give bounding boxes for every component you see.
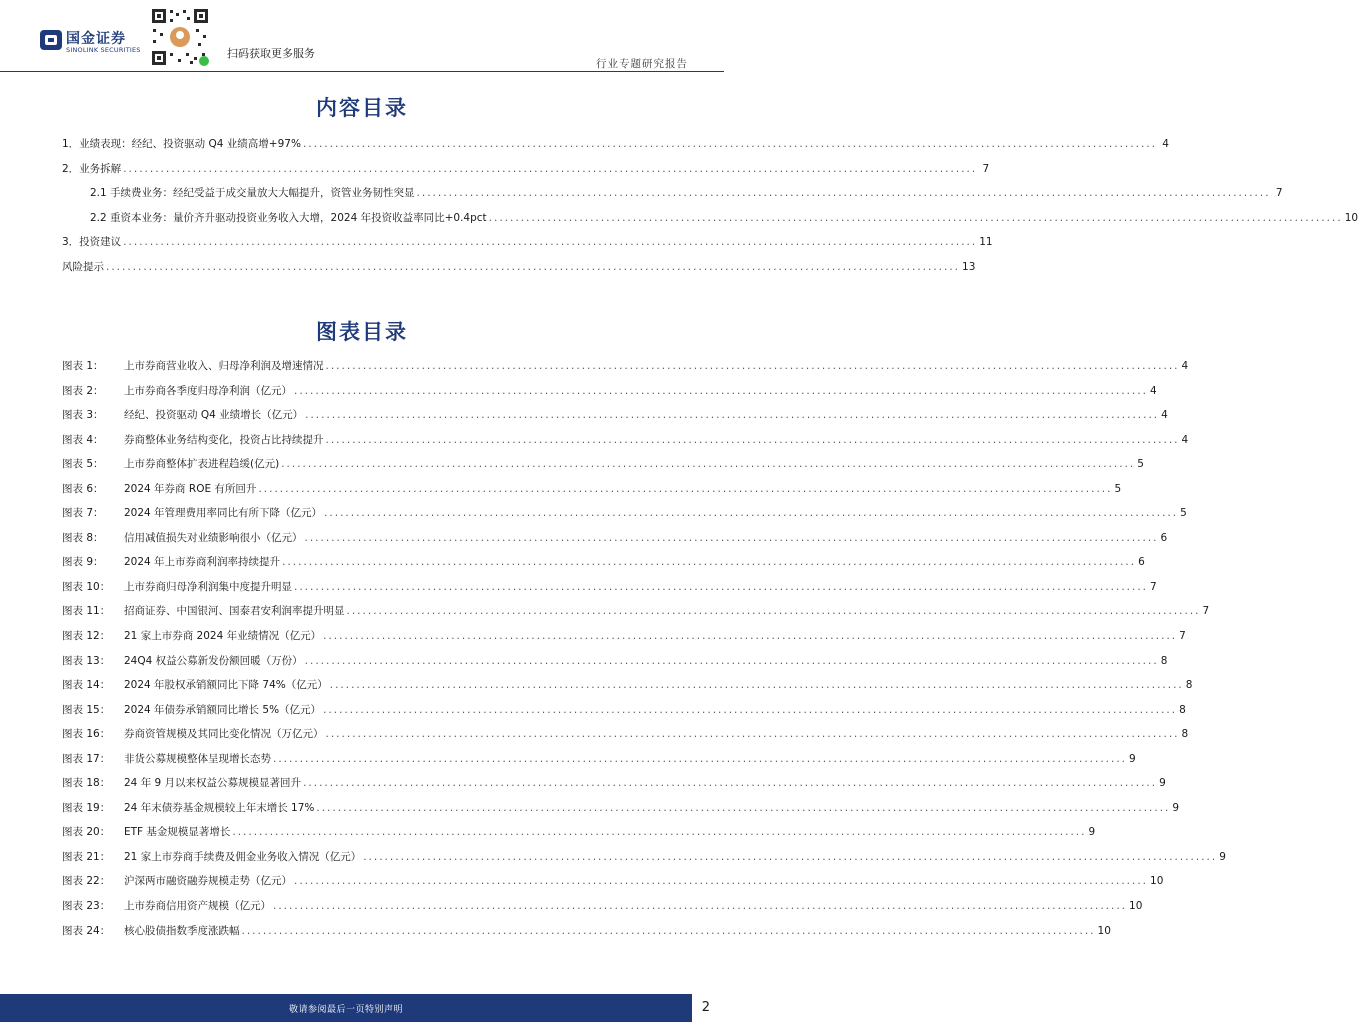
figure-item[interactable] — [62, 383, 1157, 408]
figure-page: 8 — [1160, 654, 1168, 667]
figures-title: 图表目录 — [316, 320, 408, 344]
leader-dots: ................................................................................................................................................................ — [325, 360, 1180, 372]
leader-dots: ................................................................................................................................................................ — [258, 482, 1113, 495]
figure-page: 9 — [1172, 801, 1180, 814]
figure-item[interactable] — [62, 456, 1144, 481]
figure-number: 图表 11： — [62, 605, 111, 618]
figure-label: 24Q4 权益公募新发份额回暖（万份） — [124, 654, 303, 667]
toc-subitem[interactable] — [62, 210, 1358, 235]
figure-page: 8 — [1179, 703, 1186, 716]
figure-number: 图表 12： — [62, 630, 111, 643]
figure-item[interactable] — [62, 923, 1111, 948]
figure-label: 上市券商营业收入、归母净利润及增速情况 — [124, 360, 324, 372]
figure-label: 非货公募规模整体呈现增长态势 — [124, 752, 271, 765]
toc-item-page: 4 — [1162, 138, 1169, 150]
figure-item[interactable] — [62, 751, 1136, 776]
logo-text-cn: 国金证券 — [66, 31, 126, 47]
figure-label: 2024 年上市券商利润率持续提升 — [124, 556, 281, 569]
figure-number: 图表 16： — [62, 728, 111, 741]
toc-item[interactable] — [62, 259, 976, 284]
figure-number: 图表 10： — [62, 580, 111, 593]
figure-label: 上市券商信用资产规模（亿元） — [124, 900, 271, 913]
figure-page: 7 — [1202, 605, 1210, 618]
figure-label: 2024 年股权承销额同比下降 74%（亿元） — [124, 679, 328, 692]
figure-number: 图表 2： — [62, 384, 104, 397]
figure-page: 9 — [1088, 826, 1096, 839]
leader-dots: ................................................................................................................................................................ — [316, 801, 1171, 814]
figure-page: 5 — [1114, 482, 1122, 495]
qr-caption: 扫码获取更多服务 — [227, 47, 315, 60]
figure-item[interactable] — [62, 432, 1189, 457]
leader-dots: ................................................................................................................................................................ — [346, 605, 1201, 618]
leader-dots: ................................................................................................................................................................ — [323, 703, 1178, 716]
figure-item[interactable] — [62, 726, 1189, 751]
figure-number: 图表 23： — [62, 900, 111, 913]
figure-page: 10 — [1097, 924, 1111, 937]
toc-item[interactable] — [62, 234, 993, 259]
figure-item[interactable] — [62, 702, 1186, 727]
figure-page: 8 — [1181, 728, 1189, 741]
leader-dots: ................................................................................................................................................................ — [123, 236, 978, 249]
leader-dots: ................................................................................................................................................................ — [106, 260, 961, 273]
figure-number: 图表 20： — [62, 826, 111, 839]
figure-item[interactable] — [62, 530, 1168, 555]
leader-dots: ................................................................................................................................................................ — [281, 458, 1136, 471]
figure-item[interactable] — [62, 505, 1187, 530]
figure-label: 信用减值损失对业绩影响很小（亿元） — [124, 531, 303, 544]
toc-item-page: 11 — [979, 236, 993, 249]
figure-number: 图表 1： — [62, 360, 104, 372]
figure-item[interactable] — [62, 358, 1189, 383]
figure-number: 图表 5： — [62, 458, 104, 471]
figure-label: 招商证券、中国银河、国泰君安利润率提升明显 — [124, 605, 345, 618]
figure-number: 图表 4： — [62, 433, 104, 446]
figure-item[interactable] — [62, 653, 1168, 678]
figure-page: 5 — [1180, 507, 1187, 520]
figure-number: 图表 18： — [62, 777, 111, 790]
leader-dots: ................................................................................................................................................................ — [325, 433, 1180, 446]
figure-number: 图表 22： — [62, 875, 111, 888]
header-divider — [0, 71, 724, 72]
figure-label: 上市券商归母净利润集中度提升明显 — [124, 580, 292, 593]
figure-label: 券商整体业务结构变化，投资占比持续提升 — [124, 433, 324, 446]
leader-dots: ................................................................................................................................................................ — [488, 211, 1343, 224]
toc-item-page: 7 — [1275, 187, 1283, 200]
figure-number: 图表 21： — [62, 850, 111, 863]
figure-item[interactable] — [62, 481, 1122, 506]
page-footer — [0, 994, 724, 1024]
leader-dots: ................................................................................................................................................................ — [282, 556, 1137, 569]
figure-page: 10 — [1150, 875, 1164, 888]
toc-item-page: 7 — [982, 162, 990, 175]
page-header — [0, 0, 724, 72]
figure-label: 2024 年管理费用率同比有所下降（亿元） — [124, 507, 323, 520]
figure-number: 图表 7： — [62, 507, 104, 520]
figure-number: 图表 3： — [62, 409, 104, 422]
leader-dots: ................................................................................................................................................................ — [363, 850, 1218, 863]
toc-item[interactable] — [62, 136, 1169, 161]
toc-item-label: 3．投资建议 — [62, 236, 122, 249]
figure-label: 核心股债指数季度涨跌幅 — [124, 924, 240, 937]
figure-label: 21 家上市券商手续费及佣金业务收入情况（亿元） — [124, 850, 362, 863]
leader-dots: ................................................................................................................................................................ — [324, 507, 1179, 520]
figure-item[interactable] — [62, 824, 1096, 849]
figure-item[interactable] — [62, 849, 1226, 874]
figure-label: 券商资管规模及其同比变化情况（万亿元） — [124, 728, 324, 741]
figure-page: 4 — [1181, 433, 1189, 446]
figure-item[interactable] — [62, 800, 1180, 825]
figure-page: 10 — [1129, 900, 1143, 913]
figure-label: 经纪、投资驱动 Q4 业绩增长（亿元） — [124, 409, 304, 422]
figure-number: 图表 17： — [62, 752, 111, 765]
figure-number: 图表 19： — [62, 801, 111, 814]
figure-item[interactable] — [62, 628, 1186, 653]
leader-dots: ................................................................................................................................................................ — [325, 728, 1180, 741]
leader-dots: ................................................................................................................................................................ — [123, 162, 978, 175]
figure-item[interactable] — [62, 554, 1145, 579]
leader-dots: ................................................................................................................................................................ — [294, 875, 1149, 888]
figure-item[interactable] — [62, 579, 1157, 604]
leader-dots: ................................................................................................................................................................ — [294, 384, 1149, 397]
figure-item[interactable] — [62, 775, 1166, 800]
toc-item[interactable] — [62, 161, 990, 186]
leader-dots: ................................................................................................................................................................ — [304, 654, 1159, 667]
figure-label: 上市券商各季度归母净利润（亿元） — [124, 384, 292, 397]
figure-number: 图表 14： — [62, 679, 111, 692]
figure-label: ETF 基金规模显著增长 — [124, 826, 231, 839]
figure-label: 沪深两市融资融券规模走势（亿元） — [124, 875, 292, 888]
leader-dots: ................................................................................................................................................................ — [273, 752, 1128, 765]
figure-label: 2024 年券商 ROE 有所回升 — [124, 482, 257, 495]
leader-dots: ................................................................................................................................................................ — [305, 409, 1160, 422]
toc-list — [62, 136, 1358, 284]
figure-item[interactable] — [62, 407, 1168, 432]
figure-number: 图表 9： — [62, 556, 104, 569]
figure-page: 7 — [1179, 630, 1186, 643]
figure-page: 4 — [1161, 409, 1168, 422]
toc-item-label: 2.1 手续费业务：经纪受益于成交量放大大幅提升，资管业务韧性突显 — [90, 187, 415, 200]
figure-number: 图表 8： — [62, 531, 104, 544]
figure-number: 图表 6： — [62, 482, 104, 495]
figure-number: 图表 24： — [62, 924, 111, 937]
toc-item-page: 13 — [962, 260, 976, 273]
sinolink-logo-icon — [40, 30, 62, 50]
leader-dots: ................................................................................................................................................................ — [304, 531, 1159, 544]
leader-dots: ................................................................................................................................................................ — [241, 924, 1096, 937]
figure-number: 图表 13： — [62, 654, 111, 667]
toc-item-label: 2．业务拆解 — [62, 162, 122, 175]
figure-label: 21 家上市券商 2024 年业绩情况（亿元） — [124, 630, 322, 643]
figure-list — [62, 358, 1226, 947]
figure-number: 图表 15： — [62, 703, 111, 716]
figure-page: 6 — [1138, 556, 1145, 569]
report-type-label: 行业专题研究报告 — [596, 58, 688, 70]
leader-dots: ................................................................................................................................................................ — [302, 138, 1157, 150]
leader-dots: ................................................................................................................................................................ — [329, 679, 1184, 692]
toc-item-label: 1．业绩表现：经纪、投资驱动 Q4 业绩高增+97% — [62, 138, 301, 150]
figure-label: 24 年末债券基金规模较上年末增长 17% — [124, 801, 315, 814]
figure-item[interactable] — [62, 898, 1143, 923]
leader-dots: ................................................................................................................................................................ — [294, 580, 1149, 593]
toc-item-label: 风险提示 — [62, 260, 104, 273]
figure-page: 6 — [1160, 531, 1168, 544]
figure-page: 5 — [1137, 458, 1144, 471]
toc-title: 内容目录 — [316, 96, 408, 120]
figure-page: 7 — [1150, 580, 1157, 593]
footer-disclaimer: 敬请参阅最后一页特别声明 — [288, 1005, 403, 1015]
figure-page: 9 — [1219, 850, 1226, 863]
toc-subitem[interactable] — [62, 185, 1283, 210]
qr-code-icon — [150, 7, 210, 67]
figure-page: 9 — [1129, 752, 1136, 765]
logo-text-en: SINOLINK SECURITIES — [66, 46, 141, 54]
leader-dots: ................................................................................................................................................................ — [323, 630, 1178, 643]
figure-label: 2024 年债券承销额同比增长 5%（亿元） — [124, 703, 322, 716]
figure-label: 24 年 9 月以来权益公募规模显著回升 — [124, 777, 302, 790]
toc-item-page: 10 — [1344, 211, 1358, 224]
figure-page: 4 — [1150, 384, 1157, 397]
leader-dots: ................................................................................................................................................................ — [232, 826, 1087, 839]
figure-label: 上市券商整体扩表进程趋缓(亿元) — [124, 458, 280, 471]
leader-dots: ................................................................................................................................................................ — [273, 900, 1128, 913]
toc-item-label: 2.2 重资本业务：量价齐升驱动投资业务收入大增，2024 年投资收益率同比+0.4pct — [90, 211, 487, 224]
leader-dots: ................................................................................................................................................................ — [416, 187, 1271, 200]
figure-page: 4 — [1181, 360, 1189, 372]
figure-page: 8 — [1185, 679, 1193, 692]
page-number: 2 — [701, 1000, 710, 1015]
figure-page: 9 — [1159, 777, 1166, 790]
figure-item[interactable] — [62, 677, 1193, 702]
figure-item[interactable] — [62, 603, 1210, 628]
leader-dots: ................................................................................................................................................................ — [303, 777, 1158, 790]
figure-item[interactable] — [62, 873, 1164, 898]
